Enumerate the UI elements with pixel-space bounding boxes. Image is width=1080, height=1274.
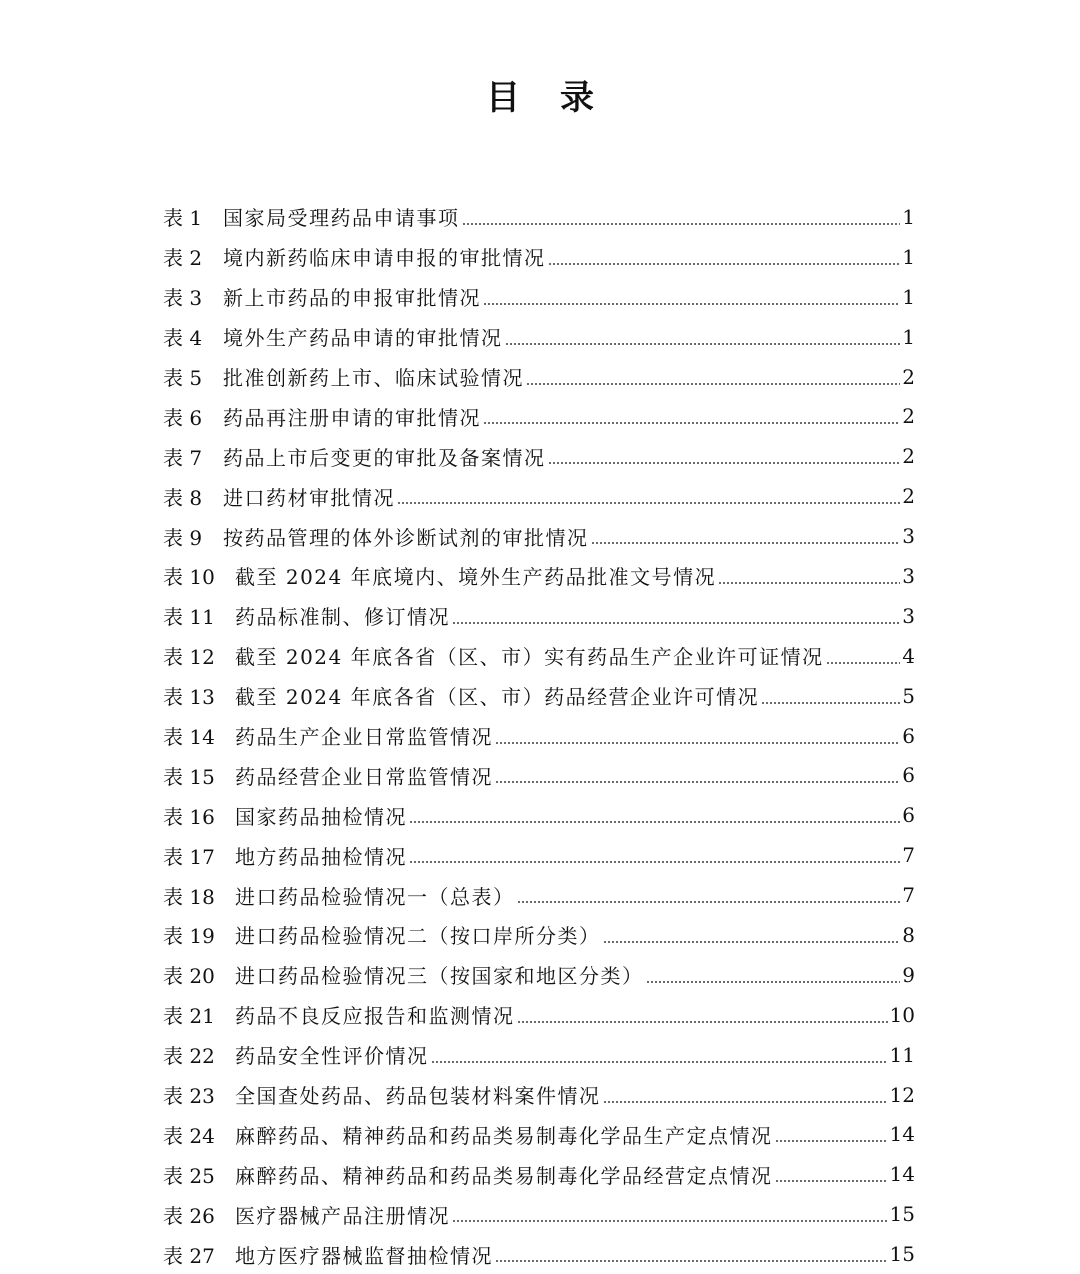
toc-entry[interactable] bbox=[163, 396, 915, 436]
toc-entry-label: 表 20 bbox=[163, 964, 215, 989]
toc-entry[interactable] bbox=[163, 357, 915, 397]
toc-entry-page-number: 1 bbox=[902, 324, 915, 349]
toc-entry-page-number: 1 bbox=[902, 244, 915, 269]
toc-entry[interactable] bbox=[163, 636, 915, 676]
toc-entry-label: 表 3 bbox=[163, 286, 203, 311]
toc-dot-leader bbox=[517, 1005, 888, 1025]
toc-entry-title: 按药品管理的体外诊断试剂的审批情况 bbox=[223, 525, 589, 550]
toc-entry-title: 全国查处药品、药品包装材料案件情况 bbox=[235, 1084, 601, 1109]
page-title-char-1: 目 bbox=[486, 78, 520, 118]
toc-entry-page-number: 14 bbox=[889, 1122, 915, 1147]
toc-entry[interactable] bbox=[163, 516, 915, 556]
toc-entry[interactable] bbox=[163, 716, 915, 756]
toc-dot-leader bbox=[495, 1244, 888, 1264]
toc-entry-title: 药品安全性评价情况 bbox=[235, 1044, 429, 1069]
toc-entry[interactable] bbox=[163, 955, 915, 995]
toc-entry-page-number: 1 bbox=[902, 284, 915, 309]
toc-entry-title: 药品上市后变更的审批及备案情况 bbox=[223, 445, 546, 470]
toc-entry-label: 表 23 bbox=[163, 1084, 215, 1109]
toc-entry-page-number: 5 bbox=[902, 683, 915, 708]
toc-entry-title: 截至 2024 年底各省（区、市）药品经营企业许可情况 bbox=[235, 685, 760, 710]
toc-entry-title: 医疗器械产品注册情况 bbox=[235, 1203, 450, 1228]
toc-entry[interactable] bbox=[163, 436, 915, 476]
toc-entry-page-number: 6 bbox=[902, 803, 915, 828]
toc-entry-label: 表 2 bbox=[163, 246, 203, 271]
toc-entry[interactable] bbox=[163, 1114, 915, 1154]
toc-entry-title: 药品再注册申请的审批情况 bbox=[223, 405, 481, 430]
toc-entry-label: 表 24 bbox=[163, 1123, 215, 1148]
toc-entry-title: 麻醉药品、精神药品和药品类易制毒化学品经营定点情况 bbox=[235, 1163, 773, 1188]
toc-entry[interactable] bbox=[163, 1154, 915, 1194]
toc-dot-leader bbox=[775, 1124, 888, 1144]
toc-entry-page-number: 3 bbox=[902, 563, 915, 588]
toc-entry-page-number: 6 bbox=[902, 763, 915, 788]
toc-dot-leader bbox=[591, 526, 901, 546]
toc-entry-label: 表 12 bbox=[163, 645, 215, 670]
toc-entry-title: 进口药材审批情况 bbox=[223, 485, 395, 510]
toc-entry-title: 药品经营企业日常监管情况 bbox=[235, 764, 493, 789]
toc-entry-page-number: 10 bbox=[889, 1002, 915, 1027]
toc-entry-label: 表 6 bbox=[163, 405, 203, 430]
toc-dot-leader bbox=[761, 686, 900, 706]
toc-dot-leader bbox=[483, 406, 900, 426]
toc-dot-leader bbox=[409, 805, 900, 825]
toc-entry-label: 表 15 bbox=[163, 764, 215, 789]
toc-entry[interactable] bbox=[163, 476, 915, 516]
toc-entry[interactable] bbox=[163, 277, 915, 317]
toc-entry-title: 境外生产药品申请的审批情况 bbox=[223, 326, 503, 351]
toc-dot-leader bbox=[826, 646, 901, 666]
toc-entry-label: 表 4 bbox=[163, 326, 203, 351]
toc-entry-page-number: 6 bbox=[902, 723, 915, 748]
toc-dot-leader bbox=[548, 446, 901, 466]
toc-entry-title: 国家药品抽检情况 bbox=[235, 804, 407, 829]
toc-dot-leader bbox=[718, 566, 900, 586]
toc-dot-leader bbox=[483, 287, 900, 307]
toc-entry-label: 表 7 bbox=[163, 445, 203, 470]
toc-entry-title: 进口药品检验情况二（按口岸所分类） bbox=[235, 924, 601, 949]
toc-dot-leader bbox=[646, 965, 901, 985]
toc-entry[interactable] bbox=[163, 596, 915, 636]
toc-entry-label: 表 17 bbox=[163, 844, 215, 869]
toc-entry-title: 药品标准制、修订情况 bbox=[235, 605, 450, 630]
toc-entry-page-number: 2 bbox=[902, 484, 915, 509]
toc-entry-page-number: 15 bbox=[889, 1242, 915, 1267]
toc-entry-title: 地方药品抽检情况 bbox=[235, 844, 407, 869]
toc-entry-title: 麻醉药品、精神药品和药品类易制毒化学品生产定点情况 bbox=[235, 1123, 773, 1148]
toc-entry-title: 药品不良反应报告和监测情况 bbox=[235, 1004, 515, 1029]
toc-entry-label: 表 25 bbox=[163, 1163, 215, 1188]
toc-dot-leader bbox=[462, 207, 901, 227]
toc-entry-title: 截至 2024 年底各省（区、市）实有药品生产企业许可证情况 bbox=[235, 645, 824, 670]
toc-entry[interactable] bbox=[163, 835, 915, 875]
toc-entry[interactable] bbox=[163, 795, 915, 835]
toc-entry-label: 表 11 bbox=[163, 605, 215, 630]
toc-entry[interactable] bbox=[163, 875, 915, 915]
toc-dot-leader bbox=[603, 925, 901, 945]
toc-entry-title: 地方医疗器械监督抽检情况 bbox=[235, 1243, 493, 1268]
toc-entry-title: 境内新药临床申请申报的审批情况 bbox=[223, 246, 546, 271]
toc-dot-leader bbox=[452, 606, 900, 626]
toc-dot-leader bbox=[775, 1164, 888, 1184]
toc-entry[interactable] bbox=[163, 197, 915, 237]
toc-entry-page-number: 2 bbox=[902, 404, 915, 429]
toc-entry-label: 表 1 bbox=[163, 206, 203, 231]
toc-entry-label: 表 22 bbox=[163, 1044, 215, 1069]
toc-dot-leader bbox=[526, 367, 900, 387]
toc-dot-leader bbox=[505, 327, 901, 347]
toc-entry-page-number: 12 bbox=[889, 1082, 915, 1107]
toc-entry-page-number: 15 bbox=[889, 1202, 915, 1227]
toc-entry-label: 表 26 bbox=[163, 1203, 215, 1228]
toc-entry-page-number: 7 bbox=[902, 883, 915, 908]
toc-entry-page-number: 14 bbox=[889, 1162, 915, 1187]
toc-entry[interactable] bbox=[163, 755, 915, 795]
toc-entry-page-number: 7 bbox=[902, 843, 915, 868]
toc-entry-page-number: 11 bbox=[889, 1042, 915, 1067]
toc-entry[interactable] bbox=[163, 676, 915, 716]
table-of-contents bbox=[163, 197, 915, 1274]
toc-entry-page-number: 3 bbox=[902, 524, 915, 549]
toc-entry[interactable] bbox=[163, 1035, 915, 1075]
toc-entry[interactable] bbox=[163, 1194, 915, 1234]
toc-dot-leader bbox=[603, 1085, 888, 1105]
toc-entry[interactable] bbox=[163, 1075, 915, 1115]
toc-dot-leader bbox=[452, 1204, 888, 1224]
toc-dot-leader bbox=[495, 726, 900, 746]
toc-entry[interactable] bbox=[163, 1234, 915, 1274]
toc-entry-label: 表 18 bbox=[163, 884, 215, 909]
toc-entry-title: 国家局受理药品申请事项 bbox=[223, 206, 460, 231]
toc-entry-page-number: 2 bbox=[902, 364, 915, 389]
toc-entry-label: 表 5 bbox=[163, 366, 203, 390]
toc-entry-title: 药品生产企业日常监管情况 bbox=[235, 725, 493, 750]
toc-dot-leader bbox=[517, 885, 901, 905]
toc-entry-page-number: 9 bbox=[902, 962, 915, 987]
toc-dot-leader bbox=[397, 486, 900, 506]
toc-entry-label: 表 8 bbox=[163, 485, 203, 510]
toc-entry-label: 表 19 bbox=[163, 924, 215, 949]
toc-entry-title: 截至 2024 年底境内、境外生产药品批准文号情况 bbox=[235, 565, 717, 590]
toc-dot-leader bbox=[495, 765, 900, 785]
toc-entry[interactable] bbox=[163, 317, 915, 357]
toc-entry-page-number: 2 bbox=[902, 444, 915, 469]
toc-entry-label: 表 16 bbox=[163, 804, 215, 829]
toc-entry-label: 表 14 bbox=[163, 725, 215, 750]
toc-entry-title: 进口药品检验情况一（总表） bbox=[235, 884, 515, 909]
toc-entry[interactable] bbox=[163, 556, 915, 596]
toc-entry[interactable] bbox=[163, 237, 915, 277]
toc-dot-leader bbox=[548, 247, 901, 267]
toc-entry-label: 表 27 bbox=[163, 1243, 215, 1268]
toc-entry-page-number: 3 bbox=[902, 603, 915, 628]
page-title-char-2: 录 bbox=[560, 78, 594, 118]
toc-entry-page-number: 1 bbox=[902, 204, 915, 229]
page-title bbox=[0, 70, 1080, 119]
toc-dot-leader bbox=[409, 845, 900, 865]
toc-entry-page-number: 8 bbox=[902, 922, 915, 947]
toc-entry[interactable] bbox=[163, 915, 915, 955]
toc-entry-page-number: 4 bbox=[902, 643, 915, 668]
toc-entry-label: 表 13 bbox=[163, 685, 215, 710]
toc-entry-title: 进口药品检验情况三（按国家和地区分类） bbox=[235, 964, 644, 989]
toc-entry-label: 表 10 bbox=[163, 565, 215, 590]
toc-dot-leader bbox=[431, 1045, 888, 1065]
toc-entry-title: 批准创新药上市、临床试验情况 bbox=[223, 366, 524, 390]
toc-entry-label: 表 21 bbox=[163, 1004, 215, 1029]
toc-entry[interactable] bbox=[163, 995, 915, 1035]
toc-entry-title: 新上市药品的申报审批情况 bbox=[223, 286, 481, 311]
toc-entry-label: 表 9 bbox=[163, 525, 203, 550]
